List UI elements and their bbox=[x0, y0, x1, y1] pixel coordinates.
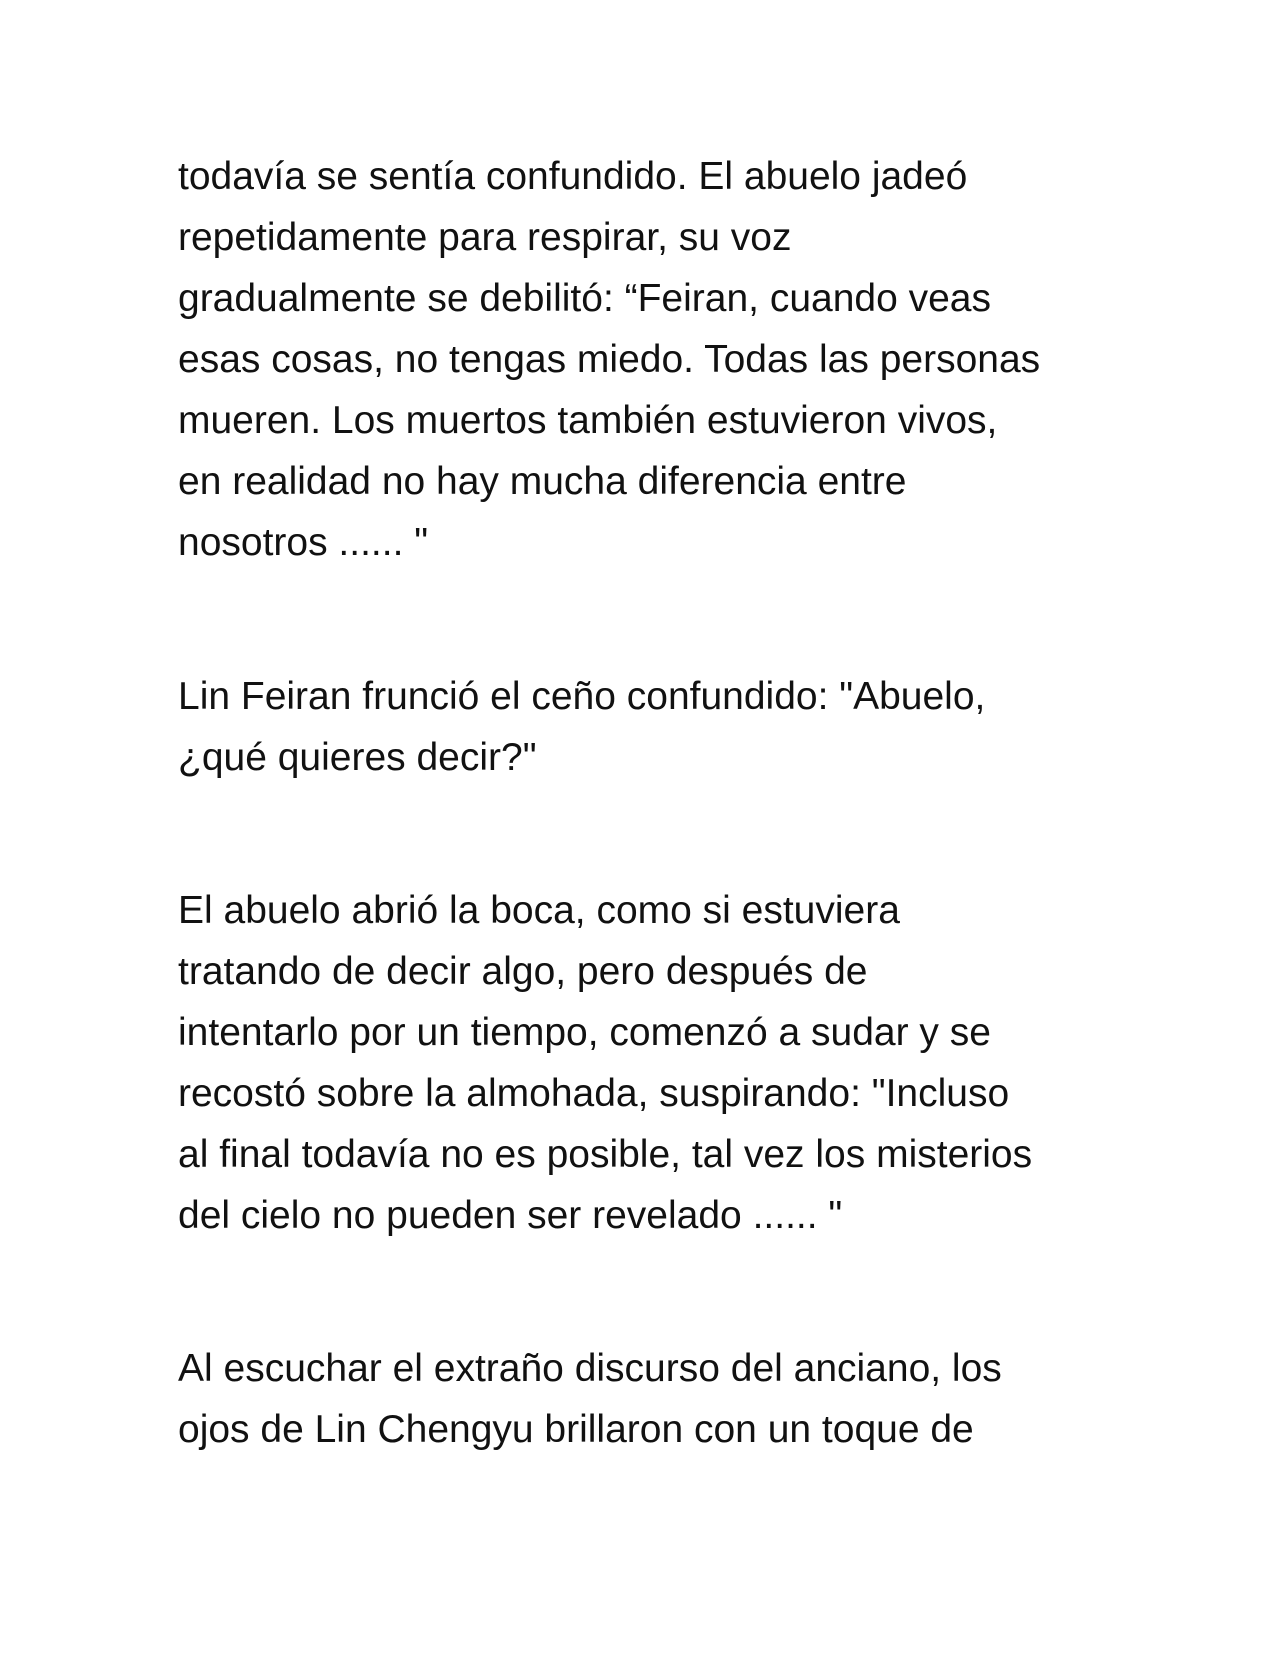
text-line: ¿qué quieres decir?" bbox=[178, 736, 537, 779]
text-line: mueren. Los muertos también estuvieron vivos, bbox=[178, 399, 998, 442]
text-line: Al escuchar el extraño discurso del anciano, los bbox=[178, 1347, 1002, 1390]
text-line: ojos de Lin Chengyu brillaron con un toque de bbox=[178, 1408, 974, 1451]
paragraph-3 bbox=[178, 880, 1118, 1246]
text-line: en realidad no hay mucha diferencia entre bbox=[178, 460, 907, 503]
text-line: Lin Feiran frunció el ceño confundido: "Abuelo, bbox=[178, 675, 986, 718]
text-line: repetidamente para respirar, su voz bbox=[178, 216, 792, 259]
text-line: esas cosas, no tengas miedo. Todas las personas bbox=[178, 338, 1041, 381]
text-line: del cielo no pueden ser revelado ...... " bbox=[178, 1194, 843, 1237]
text-line: todavía se sentía confundido. El abuelo jadeó bbox=[178, 155, 968, 198]
text-line: intentarlo por un tiempo, comenzó a sudar y se bbox=[178, 1011, 991, 1054]
text-line: gradualmente se debilitó: “Feiran, cuando veas bbox=[178, 277, 991, 320]
text-line: nosotros ...... " bbox=[178, 521, 429, 564]
text-line: El abuelo abrió la boca, como si estuviera bbox=[178, 889, 900, 932]
paragraph-1 bbox=[178, 146, 1118, 573]
text-line: recostó sobre la almohada, suspirando: "Incluso bbox=[178, 1072, 1010, 1115]
text-line: al final todavía no es posible, tal vez los misterios bbox=[178, 1133, 1033, 1176]
text-line: tratando de decir algo, pero después de bbox=[178, 950, 868, 993]
paragraph-2 bbox=[178, 666, 1118, 788]
paragraph-4 bbox=[178, 1338, 1118, 1460]
